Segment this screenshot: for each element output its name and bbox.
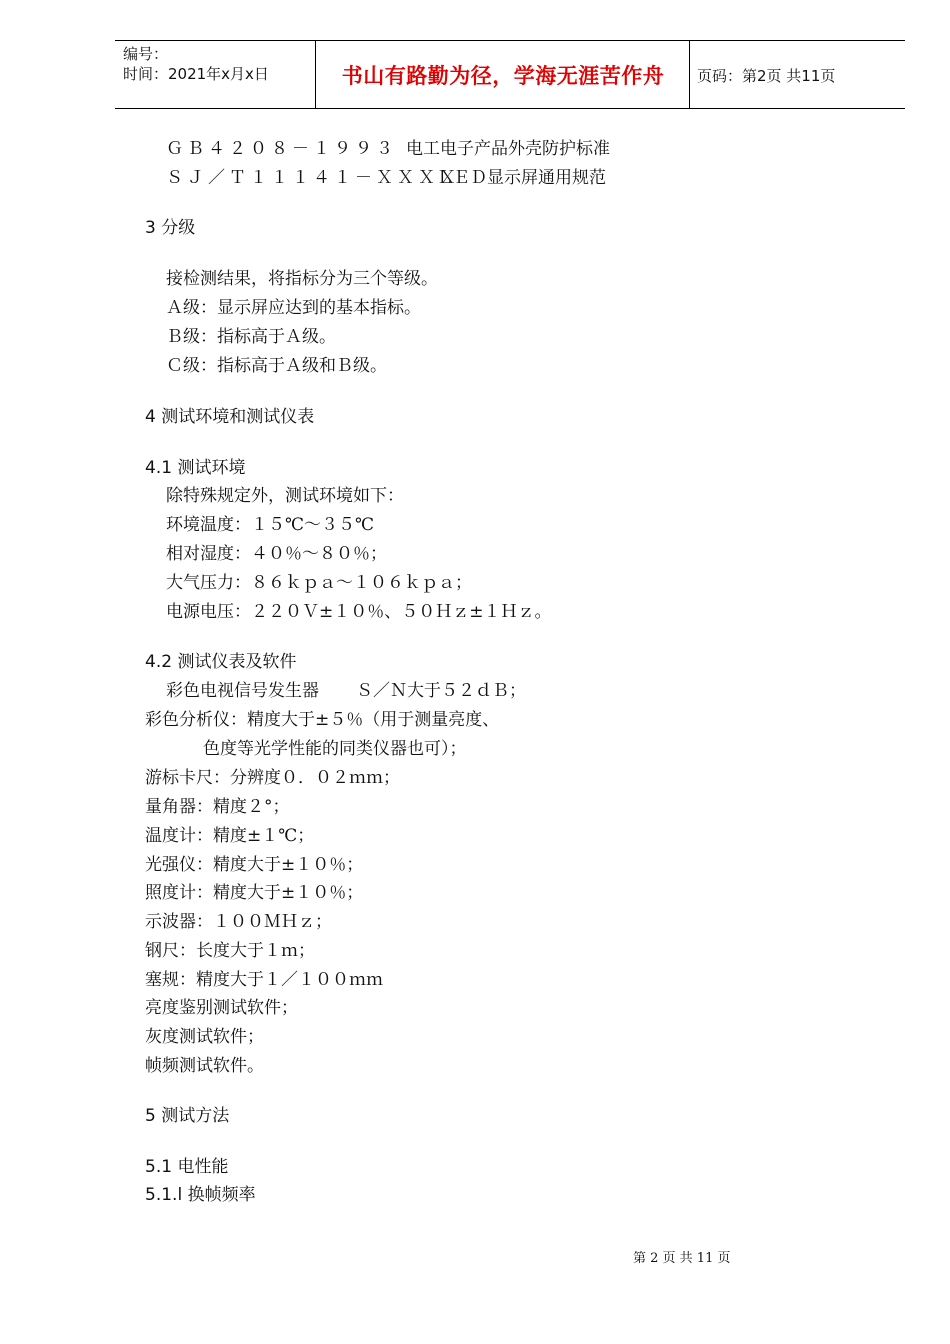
page-footer: 第 2 页 共 11 页 <box>633 1251 731 1266</box>
environment-intro: 除特殊规定外，测试环境如下： <box>166 486 404 506</box>
software-grayscale: 灰度测试软件； <box>145 1027 264 1047</box>
grade-c: Ｃ级：指标高于Ａ级和Ｂ级。 <box>166 356 387 376</box>
instrument-color-analyzer: 彩色分析仪：精度大于±５％（用于测量亮度、 <box>145 710 500 730</box>
instrument-thermometer: 温度计：精度±１℃； <box>145 826 315 846</box>
instrument-signal-generator: 彩色电视信号发生器 <box>166 681 319 701</box>
standard-2-code: ＳＪ／Ｔ１１１４１－ＸＸＸＸ <box>166 168 460 188</box>
instrument-protractor: 量角器：精度２°； <box>145 797 290 817</box>
environment-humidity: 相对湿度：４０％～８０％； <box>166 544 387 564</box>
section-4-heading: 4 测试环境和测试仪表 <box>145 407 315 427</box>
serial-label: 编号： <box>123 45 169 63</box>
grade-a: Ａ级：显示屏应达到的基本指标。 <box>166 298 421 318</box>
instrument-signal-generator-spec: Ｓ／Ｎ大于５２ｄＢ； <box>356 681 526 701</box>
time-label: 时间：2021年x月x日 <box>123 65 269 83</box>
section-4-2-heading: 4.2 测试仪表及软件 <box>145 652 297 672</box>
software-brightness: 亮度鉴别测试软件； <box>145 998 298 1018</box>
section-5-1-1-heading: 5.1.l 换帧频率 <box>145 1185 256 1205</box>
section-4-1-heading: 4.1 测试环境 <box>145 458 246 478</box>
section-5-heading: 5 测试方法 <box>145 1106 230 1126</box>
standard-1-title: 电工电子产品外壳防护标准 <box>406 139 610 159</box>
environment-temperature: 环境温度：１５℃～３５℃ <box>166 515 375 535</box>
header-slogan: 书山有路勤为径，学海无涯苦作舟 <box>341 63 665 88</box>
section-3-intro: 接检测结果，将指标分为三个等级。 <box>166 269 438 289</box>
environment-voltage: 电源电压：２２０Ｖ±１０％、５０Ｈｚ±１Ｈｚ。 <box>166 602 552 622</box>
header-meta <box>115 41 315 108</box>
instrument-caliper: 游标卡尺：分辨度０．０２ｍｍ； <box>145 768 400 788</box>
header-page-info: 页码：第2页 共11页 <box>697 67 836 85</box>
instrument-lux-meter: 照度计：精度大于±１０％； <box>145 883 364 903</box>
instrument-oscilloscope: 示波器：１００ＭＨｚ； <box>145 912 332 932</box>
instrument-feeler-gauge: 塞规：精度大于１／１００ｍｍ <box>145 970 383 990</box>
section-3-heading: 3 分级 <box>145 218 196 238</box>
software-frame-rate: 帧频测试软件。 <box>145 1056 264 1076</box>
grade-b: Ｂ级：指标高于Ａ级。 <box>166 327 336 347</box>
standard-2-title: ＬＥＤ显示屏通用规范 <box>436 168 606 188</box>
instrument-steel-ruler: 钢尺：长度大于１ｍ； <box>145 941 315 961</box>
instrument-color-analyzer-note: 色度等光学性能的同类仪器也可）； <box>203 739 467 759</box>
page-header <box>115 40 905 109</box>
environment-pressure: 大气压力：８６ｋｐａ～１０６ｋｐａ； <box>166 573 472 593</box>
header-divider-right <box>689 41 690 108</box>
section-5-1-heading: 5.1 电性能 <box>145 1157 229 1177</box>
header-divider-left <box>315 41 316 108</box>
instrument-photometer: 光强仪：精度大于±１０％； <box>145 855 364 875</box>
standard-1-code: ＧＢ４２０８－１９９３ <box>166 139 397 159</box>
